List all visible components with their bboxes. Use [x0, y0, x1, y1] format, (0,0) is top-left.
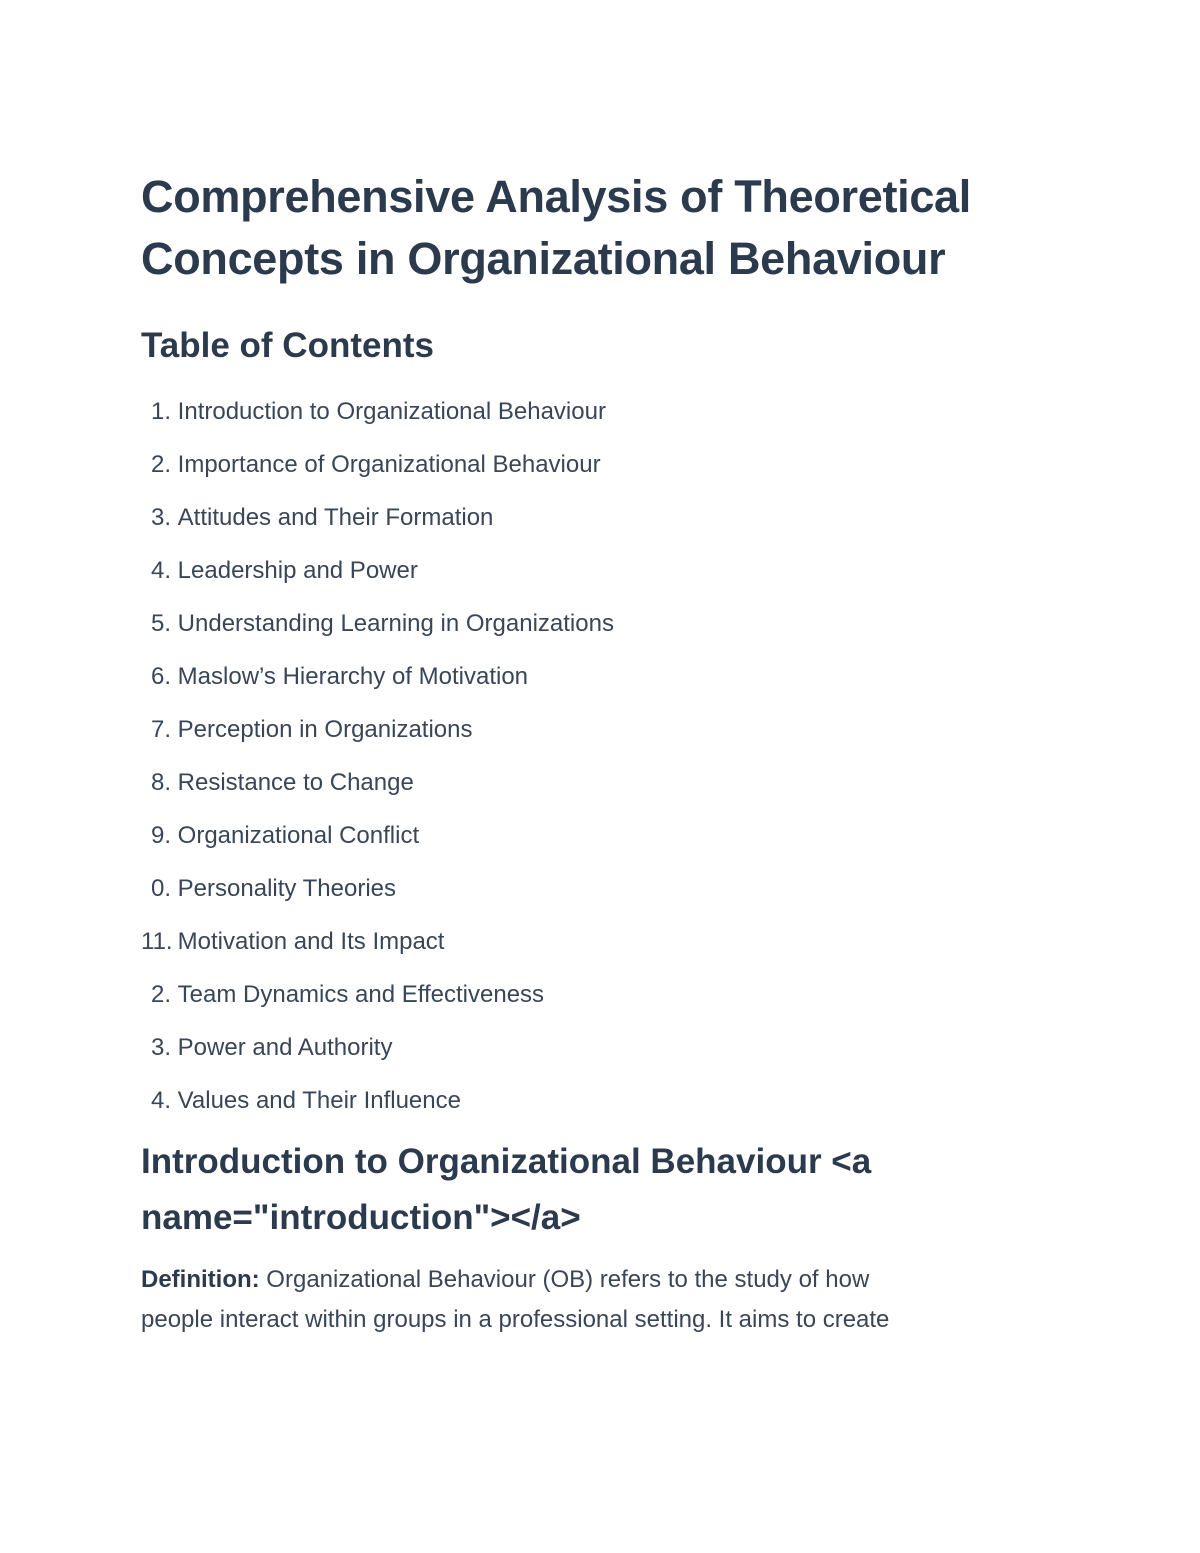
toc-item-number: 2. — [150, 451, 171, 478]
toc-item[interactable] — [141, 557, 1061, 610]
toc-item-number: 8. — [150, 769, 171, 796]
definition-label: Definition: — [141, 1266, 260, 1293]
toc-item-label[interactable]: Resistance to Change — [177, 769, 414, 796]
document-page — [141, 166, 1061, 1340]
document-title-line-2: Concepts in Organizational Behaviour — [141, 233, 946, 284]
toc-item-label[interactable]: Attitudes and Their Formation — [177, 504, 494, 531]
toc-item-label[interactable]: Understanding Learning in Organizations — [177, 610, 614, 637]
toc-item[interactable] — [141, 928, 1061, 981]
toc-item[interactable] — [141, 504, 1061, 557]
toc-item-number: 4. — [150, 1087, 171, 1114]
toc-item[interactable] — [141, 875, 1061, 928]
toc-item-number: 3. — [150, 1034, 171, 1061]
toc-item[interactable] — [141, 398, 1061, 451]
section-heading-line-1: Introduction to Organizational Behaviour <a — [141, 1142, 872, 1181]
toc-list — [141, 398, 1061, 1140]
toc-item-label[interactable]: Power and Authority — [177, 1034, 393, 1061]
section-heading-introduction — [141, 1134, 1061, 1246]
toc-item-label[interactable]: Importance of Organizational Behaviour — [177, 451, 601, 478]
toc-item-number: 9. — [150, 822, 171, 849]
toc-item[interactable] — [141, 769, 1061, 822]
toc-item[interactable] — [141, 610, 1061, 663]
section-heading-line-2: name="introduction"></a> — [141, 1198, 581, 1237]
document-title — [141, 166, 1061, 290]
toc-item-number: 5. — [150, 610, 171, 637]
definition-line-1 — [141, 1260, 1041, 1300]
toc-item-label[interactable]: Organizational Conflict — [177, 822, 420, 849]
toc-item-number: 3. — [150, 504, 171, 531]
toc-item[interactable] — [141, 663, 1061, 716]
definition-paragraph — [141, 1260, 1041, 1340]
toc-item-number: 2. — [150, 981, 171, 1008]
toc-item-label[interactable]: Values and Their Influence — [177, 1087, 461, 1114]
document-title-line-1: Comprehensive Analysis of Theoretical — [141, 171, 971, 222]
toc-heading: Table of Contents — [141, 326, 434, 365]
toc-item[interactable] — [141, 1034, 1061, 1087]
toc-item[interactable] — [141, 1087, 1061, 1140]
toc-item-label[interactable]: Team Dynamics and Effectiveness — [177, 981, 545, 1008]
toc-item[interactable] — [141, 981, 1061, 1034]
toc-item-label[interactable]: Perception in Organizations — [177, 716, 473, 743]
toc-item[interactable] — [141, 716, 1061, 769]
toc-item-label[interactable]: Personality Theories — [177, 875, 397, 902]
toc-item-number: 7. — [150, 716, 171, 743]
toc-item-number: 6. — [150, 663, 171, 690]
toc-item-number: 1. — [150, 398, 171, 425]
definition-text-2: people interact within groups in a professional setting. It aims to create — [141, 1306, 890, 1333]
toc-item-number: 0. — [150, 875, 171, 902]
toc-item-label[interactable]: Introduction to Organizational Behaviour — [177, 398, 606, 425]
toc-item-label[interactable]: Maslow’s Hierarchy of Motivation — [177, 663, 529, 690]
toc-item[interactable] — [141, 451, 1061, 504]
definition-text-1: Organizational Behaviour (OB) refers to the study of how — [259, 1266, 870, 1293]
toc-item[interactable] — [141, 822, 1061, 875]
toc-item-number: 11. — [141, 928, 173, 955]
toc-item-label[interactable]: Motivation and Its Impact — [177, 928, 445, 955]
toc-item-number: 4. — [150, 557, 171, 584]
toc-item-label[interactable]: Leadership and Power — [177, 557, 418, 584]
